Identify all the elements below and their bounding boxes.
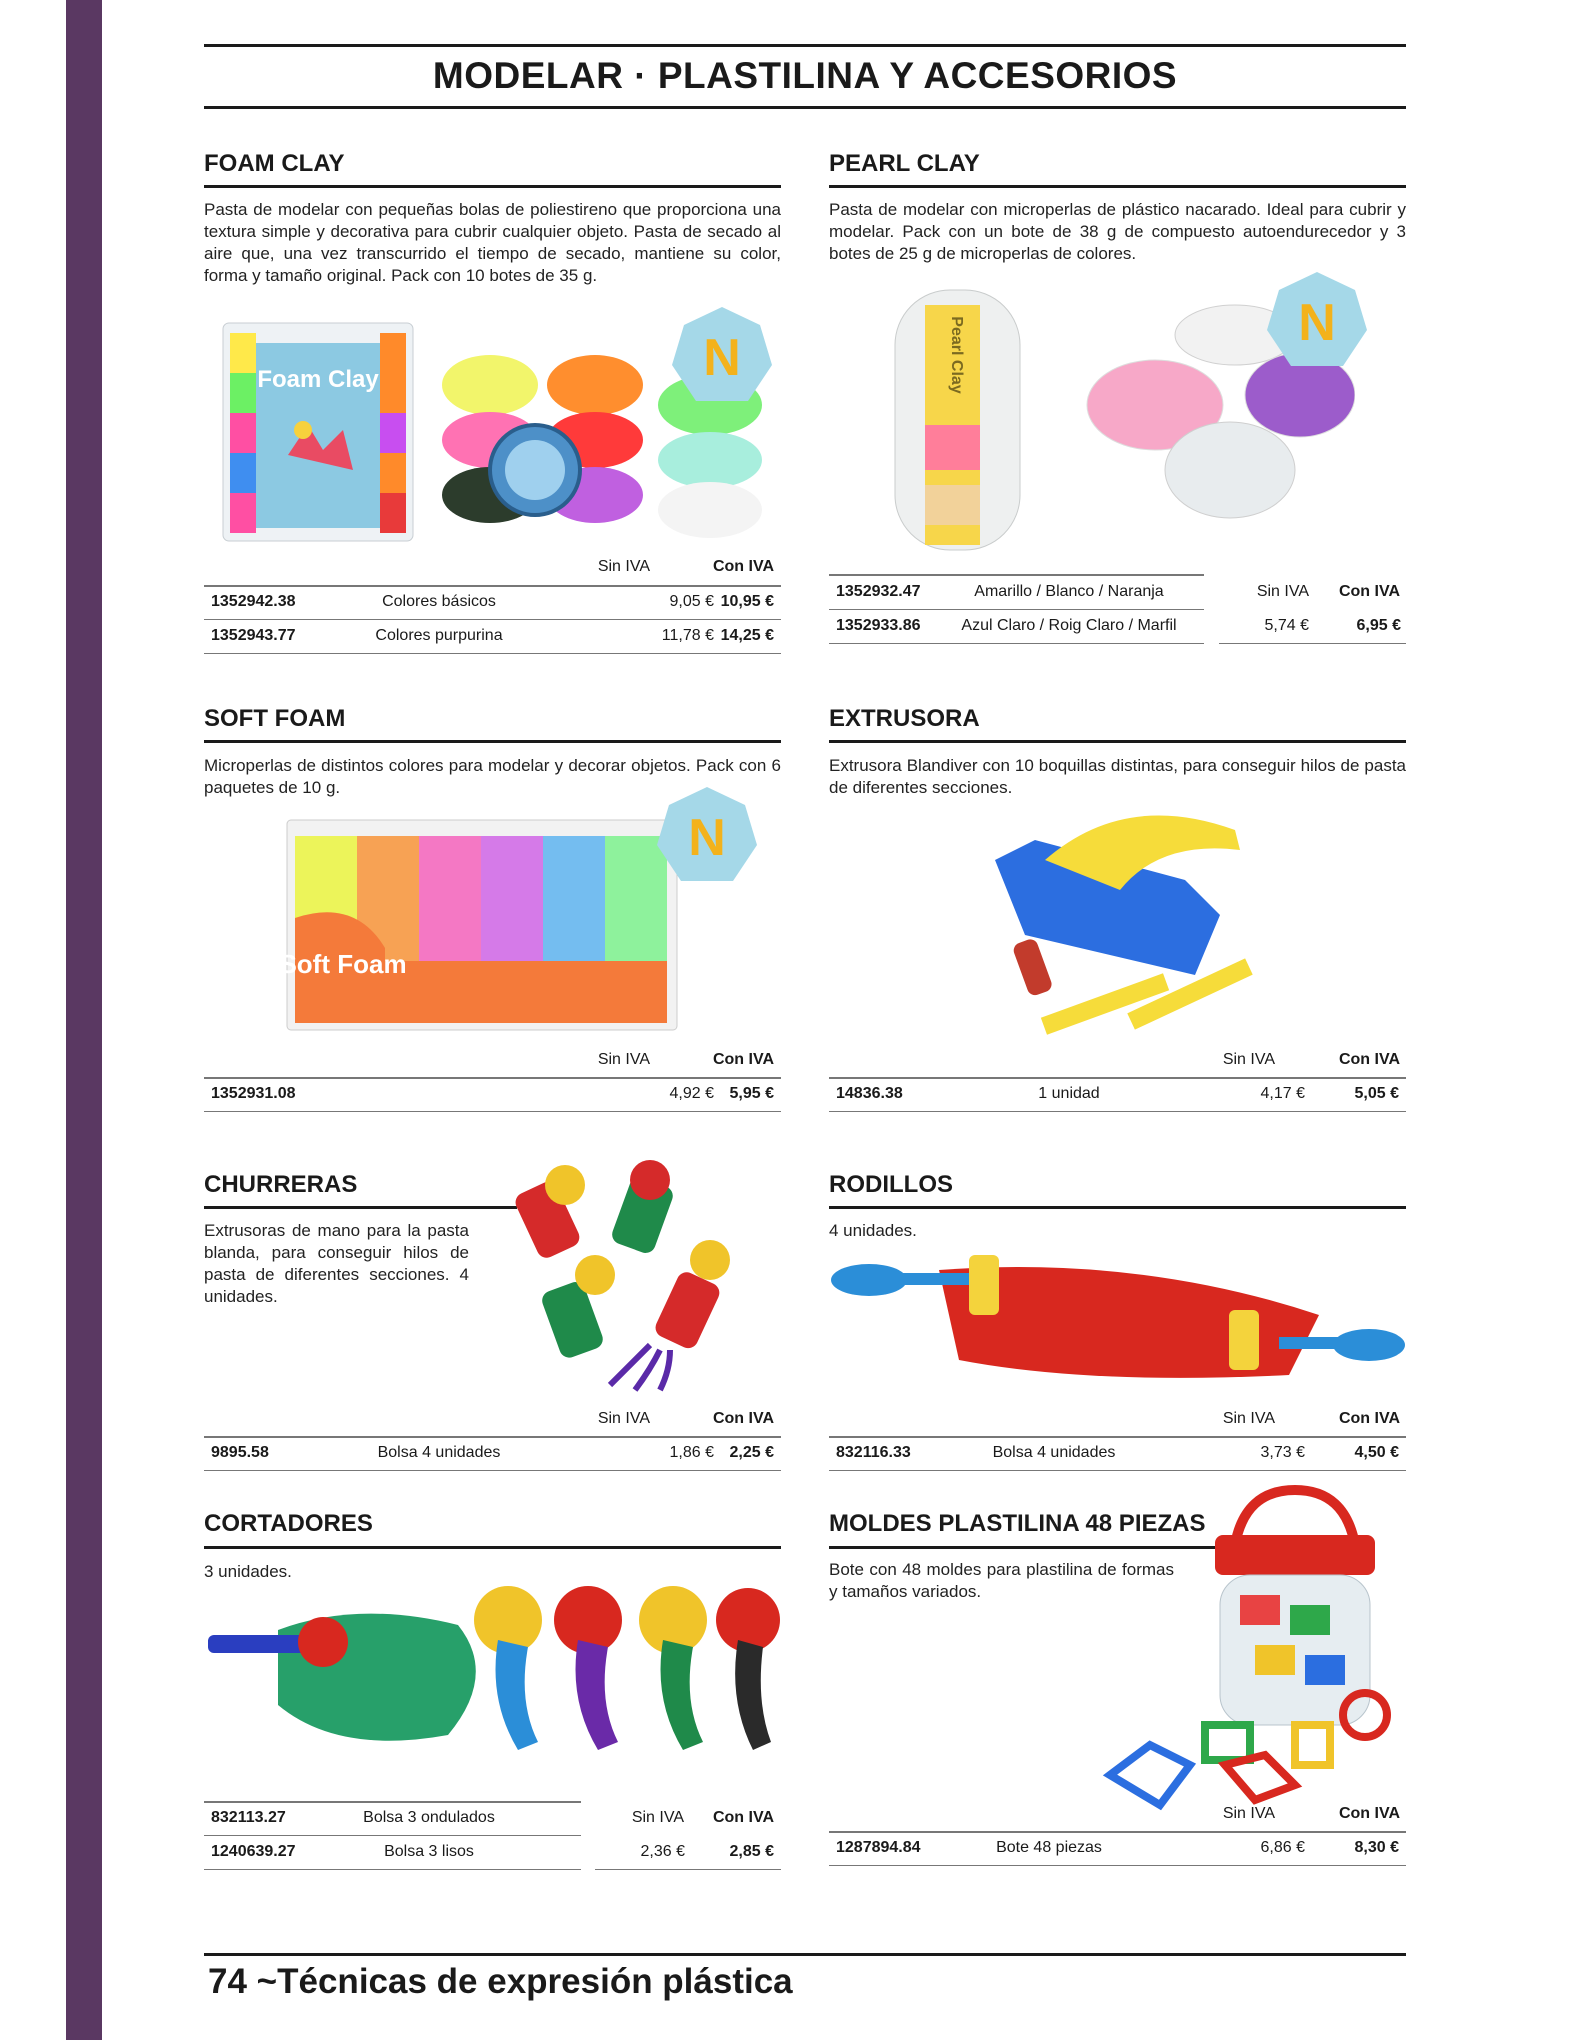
table-row — [204, 1802, 581, 1836]
section-description-soft-foam: Microperlas de distintos colores para modelar y decorar objetos. Pack con 6 paquetes de 10 g. — [204, 756, 781, 797]
foam-clay-pack-image — [218, 305, 418, 545]
col-header-con-iva: Con IVA — [712, 558, 774, 575]
product-name: 1 unidad — [1038, 1085, 1100, 1102]
new-badge — [655, 785, 759, 889]
product-code: 1240639.27 — [211, 1843, 296, 1860]
product-name: Colores purpurina — [375, 627, 503, 644]
price-sin-iva: 11,78 € — [661, 627, 714, 644]
product-code: 1352932.47 — [836, 583, 921, 600]
section-title-pearl-clay: PEARL CLAY — [829, 150, 980, 177]
section-rule — [829, 185, 1406, 188]
product-name: Bolsa 4 unidades — [377, 1444, 501, 1461]
footer-rule — [204, 1953, 1406, 1956]
price-sin-iva: 4,92 € — [669, 1085, 714, 1102]
table-row — [829, 1832, 1406, 1866]
price-con-iva: 8,30 € — [1354, 1839, 1399, 1856]
price-sin-iva: 2,36 € — [640, 1843, 685, 1860]
table-row — [204, 620, 781, 654]
col-header-sin-iva: Sin IVA — [631, 1809, 684, 1826]
table-row — [829, 610, 1204, 644]
product-name: Bolsa 3 lisos — [384, 1843, 474, 1860]
product-name: Amarillo / Blanco / Naranja — [974, 583, 1164, 600]
table-row — [204, 1078, 781, 1112]
sidebar-band — [66, 0, 102, 2040]
soft-foam-pack-image — [285, 818, 680, 1033]
col-header-sin-iva: Sin IVA — [1256, 583, 1309, 600]
section-description-extrusora: Extrusora Blandiver con 10 boquillas distintas, para conseguir hilos de pasta de diferentes secciones. — [829, 756, 1406, 797]
svg-text:N: N — [703, 329, 741, 387]
price-sin-iva: 1,86 € — [669, 1444, 714, 1461]
section-rule — [204, 1546, 781, 1549]
section-title-extrusora: EXTRUSORA — [829, 705, 980, 732]
cortadores-image — [208, 1580, 783, 1760]
price-sin-iva: 5,74 € — [1264, 617, 1309, 634]
col-header-sin-iva: Sin IVA — [597, 558, 650, 575]
new-badge — [670, 305, 774, 409]
price-con-iva: 10,95 € — [720, 593, 774, 610]
header-bottom-rule — [204, 106, 1406, 109]
extrusora-image — [985, 800, 1265, 1055]
col-header-con-iva: Con IVA — [1338, 1410, 1400, 1427]
section-rule — [204, 1206, 517, 1209]
price-con-iva: 14,25 € — [720, 627, 774, 644]
price-sin-iva: 9,05 € — [669, 593, 714, 610]
section-description-rodillos: 4 unidades. — [829, 1221, 917, 1240]
section-title-rodillos: RODILLOS — [829, 1171, 953, 1198]
section-rule — [829, 1206, 1406, 1209]
pearl-clay-tube-image — [890, 285, 1025, 555]
product-code: 9895.58 — [211, 1444, 269, 1461]
table-row — [204, 1437, 781, 1471]
footer-separator: ~ — [256, 1962, 278, 2001]
page-title: MODELAR · PLASTILINA Y ACCESORIOS — [432, 55, 1178, 96]
price-sin-iva: 4,17 € — [1260, 1085, 1305, 1102]
price-con-iva: 2,85 € — [729, 1843, 774, 1860]
col-header-con-iva: Con IVA — [1338, 583, 1400, 600]
col-header-con-iva: Con IVA — [712, 1410, 774, 1427]
section-description-pearl-clay: Pasta de modelar con microperlas de plástico nacarado. Ideal para cubrir y modelar. Pack con un bote de 38 g de compuesto autoendurecedor y 3 botes de 25 g de microperlas de colores. — [829, 200, 1406, 263]
product-code: 832113.27 — [211, 1809, 286, 1826]
price-sin-iva: 3,73 € — [1260, 1444, 1305, 1461]
table-row — [204, 1836, 581, 1870]
section-title-moldes: MOLDES PLASTILINA 48 PIEZAS — [829, 1510, 1206, 1537]
churreras-image — [510, 1155, 760, 1395]
table-row — [1219, 610, 1406, 644]
col-header-sin-iva: Sin IVA — [597, 1051, 650, 1068]
section-description-churreras: Extrusoras de mano para la pasta blanda, para conseguir hilos de pasta de diferentes secciones. 4 unidades. — [204, 1221, 469, 1306]
table-row — [204, 586, 781, 620]
svg-text:N: N — [688, 809, 726, 867]
price-sin-iva: 6,86 € — [1260, 1839, 1305, 1856]
section-description-moldes: Bote con 48 moldes para plastilina de formas y tamaños variados. — [829, 1560, 1174, 1601]
table-row — [595, 1836, 781, 1870]
pearl-clay-package-text: Pearl Clay — [948, 316, 965, 394]
page-number: 74 — [208, 1962, 247, 2001]
table-row — [829, 576, 1204, 610]
section-title-soft-foam: SOFT FOAM — [204, 705, 346, 732]
product-code: 1287894.84 — [836, 1839, 921, 1856]
price-con-iva: 4,50 € — [1354, 1444, 1399, 1461]
product-code: 832116.33 — [836, 1444, 911, 1461]
col-header-sin-iva: Sin IVA — [1222, 1805, 1275, 1822]
product-code: 1352943.77 — [211, 627, 296, 644]
section-rule — [204, 185, 781, 188]
product-code: 1352933.86 — [836, 617, 921, 634]
col-header-con-iva: Con IVA — [1338, 1805, 1400, 1822]
col-header-sin-iva: Sin IVA — [1222, 1410, 1275, 1427]
col-header-con-iva: Con IVA — [1338, 1051, 1400, 1068]
product-name: Bote 48 piezas — [996, 1839, 1102, 1856]
price-con-iva: 2,25 € — [729, 1444, 774, 1461]
section-title-foam-clay: FOAM CLAY — [204, 150, 345, 177]
section-description-cortadores: 3 unidades. — [204, 1562, 292, 1581]
section-title-cortadores: CORTADORES — [204, 1510, 373, 1537]
footer-text: Técnicas de expresión plástica — [277, 1962, 793, 2001]
section-rule — [829, 740, 1406, 743]
col-header-con-iva: Con IVA — [712, 1809, 774, 1826]
price-con-iva: 5,95 € — [729, 1085, 774, 1102]
product-code: 1352942.38 — [211, 593, 296, 610]
product-name: Bolsa 4 unidades — [992, 1444, 1116, 1461]
price-con-iva: 5,05 € — [1354, 1085, 1399, 1102]
col-header-sin-iva: Sin IVA — [1222, 1051, 1275, 1068]
svg-text:N: N — [1298, 294, 1336, 352]
table-row — [829, 1437, 1406, 1471]
rodillos-image — [829, 1245, 1406, 1395]
foam-clay-package-text: Foam Clay — [257, 366, 379, 393]
section-description-foam-clay: Pasta de modelar con pequeñas bolas de poliestireno que proporciona una textura simple y decorativa para cubrir cualquier objeto. Pasta de secado al aire que, una vez transcurrido el tiempo de secado, mantiene su color, forma y tamaño original. Pack con 10 botes de 35 g. — [204, 200, 781, 285]
soft-foam-package-text: Soft Foam — [285, 949, 407, 979]
header-top-rule — [204, 44, 1406, 47]
section-rule — [204, 740, 781, 743]
new-badge — [1265, 270, 1369, 374]
footer — [208, 1962, 793, 2002]
product-code: 1352931.08 — [211, 1085, 296, 1102]
product-name: Colores básicos — [382, 593, 496, 610]
section-title-churreras: CHURRERAS — [204, 1171, 358, 1198]
price-con-iva: 6,95 € — [1356, 617, 1401, 634]
col-header-con-iva: Con IVA — [712, 1051, 774, 1068]
table-row — [829, 1078, 1406, 1112]
product-code: 14836.38 — [836, 1085, 903, 1102]
product-name: Bolsa 3 ondulados — [363, 1809, 495, 1826]
product-name: Azul Claro / Roig Claro / Marfil — [961, 617, 1177, 634]
moldes-jar-image — [1095, 1485, 1415, 1815]
col-header-sin-iva: Sin IVA — [597, 1410, 650, 1427]
